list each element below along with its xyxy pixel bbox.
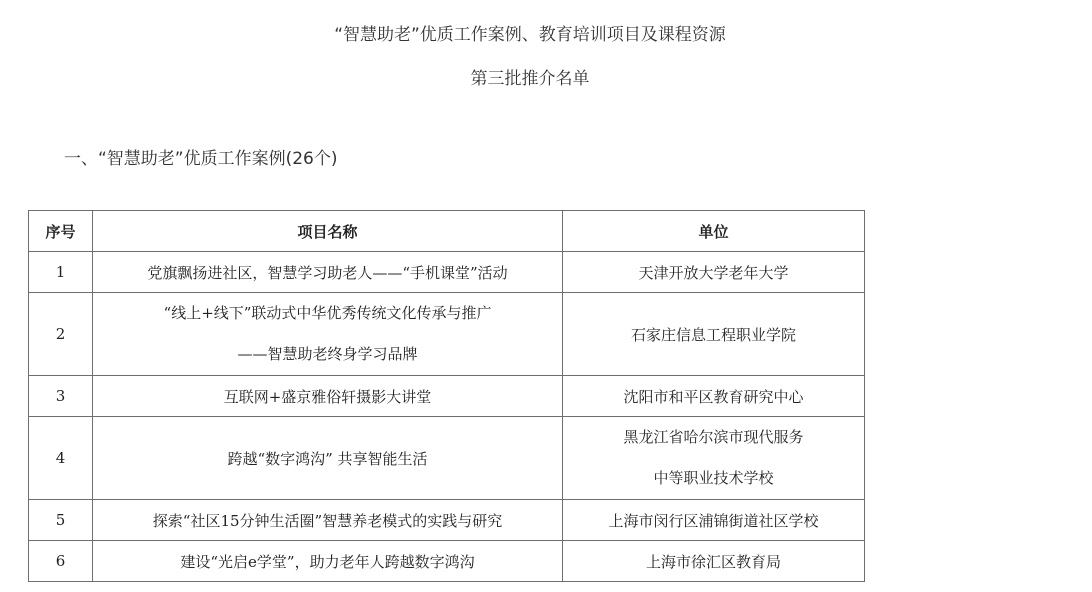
table-row: [29, 500, 865, 541]
row-project-name: 跨越“数字鸿沟” 共享智能生活: [93, 417, 563, 500]
row-unit: 上海市闵行区浦锦街道社区学校: [563, 500, 865, 541]
recommendation-table: [28, 210, 865, 582]
unit-line-1: 黑龙江省哈尔滨市现代服务: [623, 428, 804, 446]
table-row: [29, 252, 865, 293]
table-row: [29, 293, 865, 376]
header-project-name: 项目名称: [93, 211, 563, 252]
document-title: “智慧助老”优质工作案例、教育培训项目及课程资源: [334, 25, 726, 45]
row-unit: 沈阳市和平区教育研究中心: [563, 376, 865, 417]
row-unit: [563, 417, 865, 500]
row-serial-number: 2: [29, 293, 93, 376]
row-serial-number: 5: [29, 500, 93, 541]
row-project-name: 建设“光启e学堂”，助力老年人跨越数字鸿沟: [93, 541, 563, 582]
row-serial-number: 6: [29, 541, 93, 582]
header-unit: 单位: [563, 211, 865, 252]
table-row: [29, 417, 865, 500]
row-project-name: [93, 293, 563, 376]
unit-line-2: 中等职业技术学校: [653, 469, 774, 487]
table-row: [29, 376, 865, 417]
row-unit: 上海市徐汇区教育局: [563, 541, 865, 582]
row-project-name: 探索“社区15分钟生活圈”智慧养老模式的实践与研究: [93, 500, 563, 541]
row-unit: 石家庄信息工程职业学院: [563, 293, 865, 376]
row-serial-number: 3: [29, 376, 93, 417]
table-header-row: [29, 211, 865, 252]
document-subtitle: 第三批推介名单: [470, 69, 590, 89]
table-row: [29, 541, 865, 582]
section-heading: 一、“智慧助老”优质工作案例(26个): [64, 149, 338, 169]
project-name-line-2: ——智慧助老终身学习品牌: [237, 345, 418, 363]
header-serial-number: 序号: [29, 211, 93, 252]
row-serial-number: 1: [29, 252, 93, 293]
project-name-line-1: “线上+线下”联动式中华优秀传统文化传承与推广: [163, 304, 492, 322]
row-unit: 天津开放大学老年大学: [563, 252, 865, 293]
row-project-name: 互联网+盛京雅俗轩摄影大讲堂: [93, 376, 563, 417]
row-serial-number: 4: [29, 417, 93, 500]
row-project-name: 党旗飘扬进社区，智慧学习助老人——“手机课堂”活动: [93, 252, 563, 293]
